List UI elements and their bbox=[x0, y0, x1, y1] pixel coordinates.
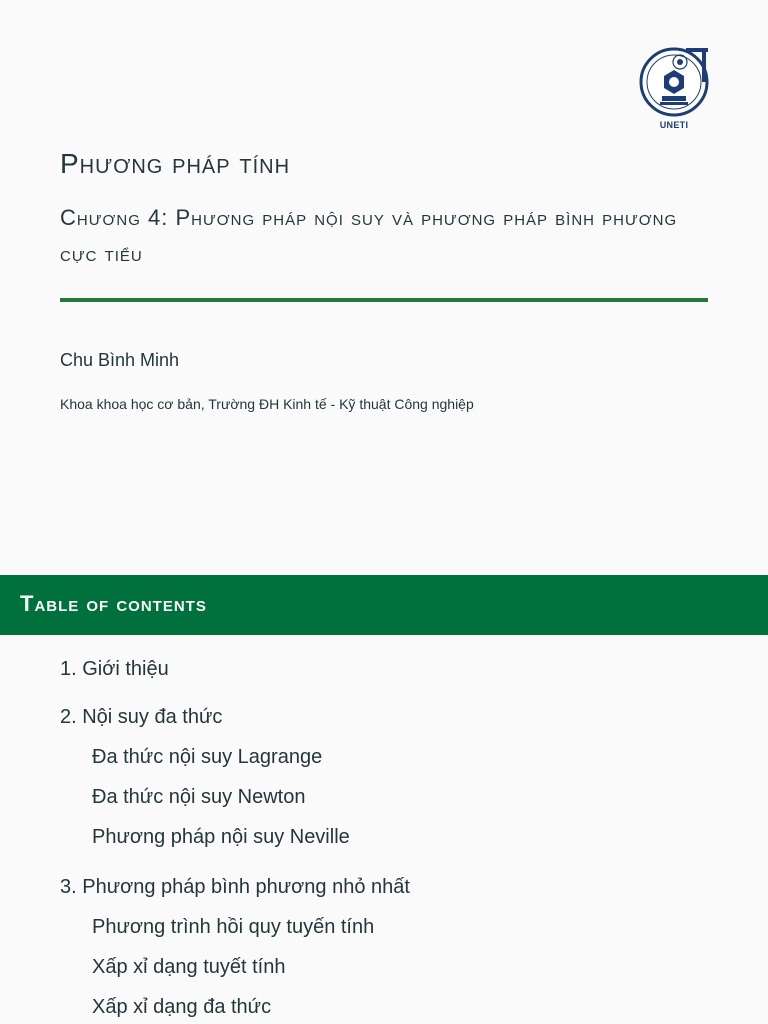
toc-subsection-lagrange[interactable]: Đa thức nội suy Lagrange bbox=[92, 746, 323, 768]
toc-subsection-linear-regression[interactable]: Phương trình hồi quy tuyến tính bbox=[92, 916, 375, 938]
presentation-subtitle: Chương 4: Phương pháp nội suy và phương pháp bình phương cực tiểu bbox=[60, 205, 678, 266]
toc-section-3[interactable]: 3. Phương pháp bình phương nhỏ nhất bbox=[60, 876, 410, 898]
toc-subsection-polynomial-approx[interactable]: Xấp xỉ dạng đa thức bbox=[92, 996, 272, 1018]
toc-subsection-linear-approx[interactable]: Xấp xỉ dạng tuyết tính bbox=[92, 956, 286, 978]
uneti-logo-icon bbox=[636, 44, 712, 120]
university-logo bbox=[636, 44, 712, 134]
author-name: Chu Bình Minh bbox=[60, 350, 180, 370]
toc-section-1[interactable]: 1. Giới thiệu bbox=[60, 658, 169, 680]
toc-subsection-neville[interactable]: Phương pháp nội suy Neville bbox=[92, 826, 350, 848]
toc-header-bar bbox=[0, 575, 768, 635]
toc-subsection-newton[interactable]: Đa thức nội suy Newton bbox=[92, 786, 306, 808]
presentation-title: Phương pháp tính bbox=[60, 148, 291, 179]
institute-name: Khoa khoa học cơ bản, Trường ĐH Kinh tế - Kỹ thuật Công nghiệp bbox=[60, 396, 474, 412]
toc-section-2[interactable]: 2. Nội suy đa thức bbox=[60, 706, 223, 728]
title-divider bbox=[60, 298, 708, 302]
toc-heading: Table of contents bbox=[20, 591, 207, 616]
logo-label: UNETI bbox=[659, 120, 689, 130]
